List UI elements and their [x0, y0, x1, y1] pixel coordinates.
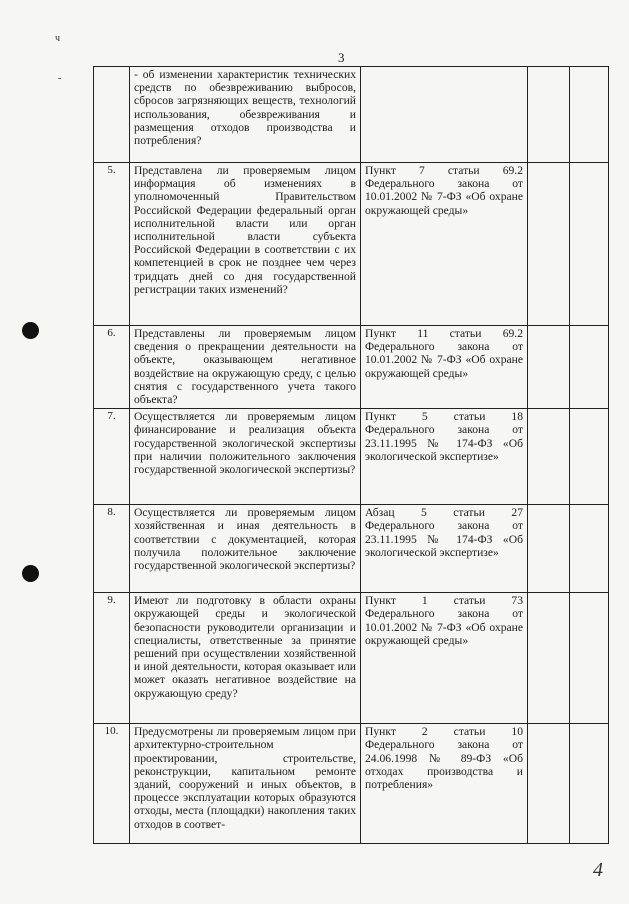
handwritten-page-note: 4	[593, 859, 603, 881]
table-row	[94, 326, 609, 409]
row-number: 9.	[94, 593, 130, 724]
row-answer-cell	[528, 724, 570, 844]
row-number: 8.	[94, 505, 130, 593]
row-number	[94, 67, 130, 163]
row-note-cell	[570, 163, 609, 326]
row-question: Осуществляется ли проверяемым лицом финансирование и реализация объекта государственной экологической экспертизы при наличии положительного заключения государственной экологической экспертизы?	[130, 409, 361, 505]
row-question: Осуществляется ли проверяемым лицом хозяйственная и иная деятельность в соответствии с документацией, которая получила положительное заключение государственной экологической экспертизы?	[130, 505, 361, 593]
row-note-cell	[570, 326, 609, 409]
row-reference: Пункт 2 статьи 10 Федерального закона от 24.06.1998 № 89-ФЗ «Об отходах производства и потребления»	[361, 724, 528, 844]
row-number: 5.	[94, 163, 130, 326]
row-answer-cell	[528, 163, 570, 326]
row-reference: Пункт 5 статьи 18 Федерального закона от 23.11.1995 № 174-ФЗ «Об экологической экспертизе»	[361, 409, 528, 505]
row-question: - об изменении характеристик технических средств по обезвреживанию выбросов, сбросов загрязняющих веществ, технологий использования, обезвреживания и размещения отходов производства и потребления?	[130, 67, 361, 163]
row-number: 10.	[94, 724, 130, 844]
row-reference: Абзац 5 статьи 27 Федерального закона от 23.11.1995 № 174-ФЗ «Об экологической экспертизе»	[361, 505, 528, 593]
row-reference: Пункт 11 статьи 69.2 Федерального закона от 10.01.2002 № 7-ФЗ «Об охране окружающей среды»	[361, 326, 528, 409]
row-note-cell	[570, 409, 609, 505]
binder-hole-top	[22, 322, 39, 339]
row-question: Представлена ли проверяемым лицом информация об изменениях в уполномоченный Правительством Российской Федерации федеральный орган исполнительной власти или орган исполнительной власти субъекта Российской Федерации в соответствии с их компетенцией в срок не позднее чем через тридцать дней со дня государственной регистрации таких изменений?	[130, 163, 361, 326]
row-reference: Пункт 1 статьи 73 Федерального закона от 10.01.2002 № 7-ФЗ «Об охране окружающей среды»	[361, 593, 528, 724]
row-question: Предусмотрены ли проверяемым лицом при архитектурно-строительном проектировании, строительстве, реконструкции, капитальном ремонте зданий, сооружений и иных объектов, в процессе эксплуатации которых образуются отходы, места (площадки) накопления таких отходов в соответ-	[130, 724, 361, 844]
table-row	[94, 724, 609, 844]
row-reference	[361, 67, 528, 163]
margin-tick-mark: ч	[55, 33, 61, 44]
row-reference: Пункт 7 статьи 69.2 Федерального закона от 10.01.2002 № 7-ФЗ «Об охране окружающей среды»	[361, 163, 528, 326]
row-question: Представлены ли проверяемым лицом сведения о прекращении деятельности на объекте, оказывающем негативное воздействие на окружающую среду, с целью снятия с государственного учета такого объекта?	[130, 326, 361, 409]
page-number: 3	[338, 50, 345, 65]
row-number: 7.	[94, 409, 130, 505]
binder-hole-bottom	[22, 565, 39, 582]
row-number: 6.	[94, 326, 130, 409]
row-note-cell	[570, 593, 609, 724]
table-row	[94, 163, 609, 326]
row-note-cell	[570, 67, 609, 163]
table-row	[94, 505, 609, 593]
table-row	[94, 409, 609, 505]
row-answer-cell	[528, 67, 570, 163]
row-question: Имеют ли подготовку в области охраны окружающей среды и экологической безопасности руководители организации и специалисты, ответственные за принятие решений при осуществлении хозяйственной и иной деятельности, которая оказывает или может оказать негативное воздействие на окружающую среду?	[130, 593, 361, 724]
row-answer-cell	[528, 326, 570, 409]
checklist-table	[93, 66, 609, 844]
table-row	[94, 593, 609, 724]
margin-dash-mark: -	[58, 73, 62, 84]
row-answer-cell	[528, 409, 570, 505]
row-note-cell	[570, 724, 609, 844]
table-row	[94, 67, 609, 163]
row-answer-cell	[528, 505, 570, 593]
row-note-cell	[570, 505, 609, 593]
row-answer-cell	[528, 593, 570, 724]
